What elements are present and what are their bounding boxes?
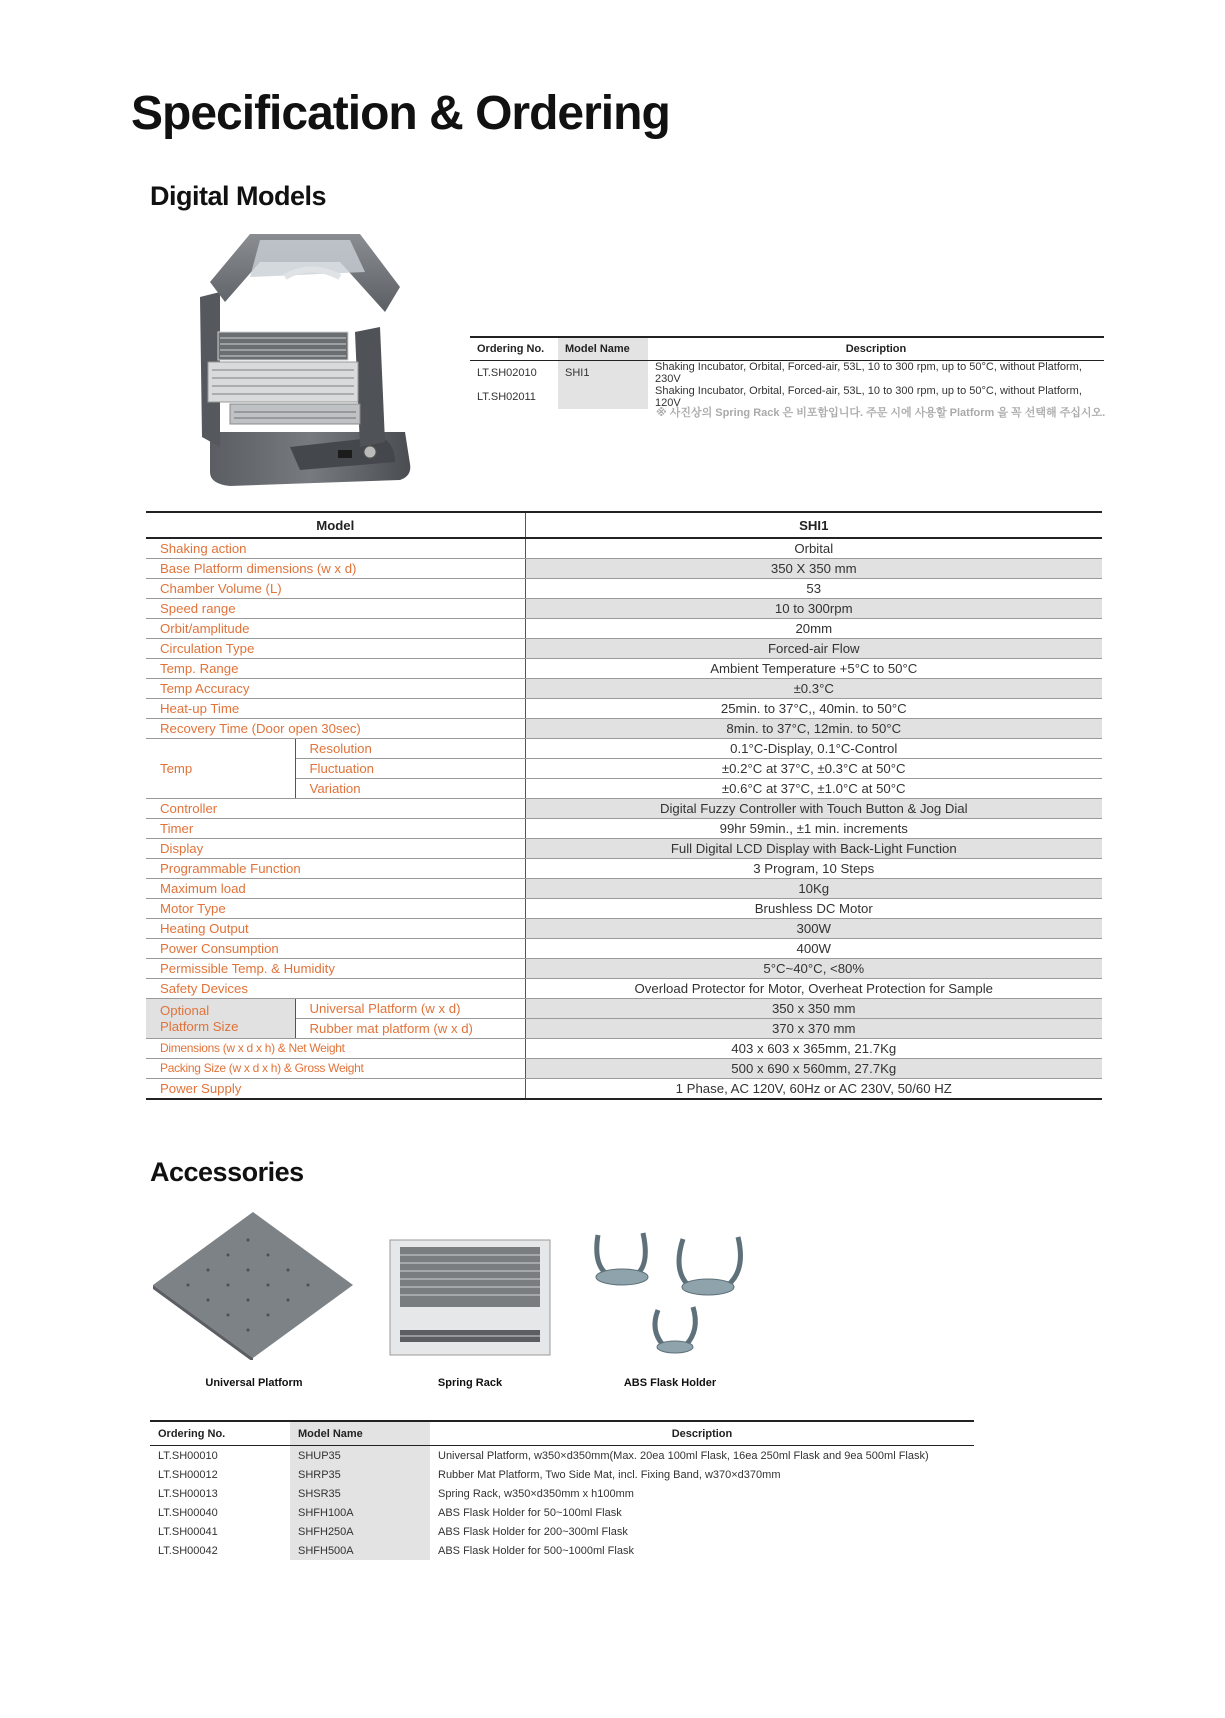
spec-row bbox=[146, 999, 1102, 1019]
spec-row bbox=[146, 799, 1102, 819]
spec-value: 500 x 690 x 560mm, 27.7Kg bbox=[525, 1059, 1102, 1079]
ordering-no: LT.SH02011 bbox=[477, 391, 536, 403]
spec-label: Maximum load bbox=[146, 879, 525, 899]
ordering-note: ※ 사진상의 Spring Rack 은 비포함입니다. 주문 시에 사용할 Platform 을 꼭 선택해 주십시오. bbox=[656, 407, 1106, 419]
spec-row bbox=[146, 679, 1102, 699]
model-name: SHFH250A bbox=[290, 1522, 430, 1541]
spec-sub-label: Universal Platform (w x d) bbox=[295, 999, 525, 1019]
spec-value: 403 x 603 x 365mm, 21.7Kg bbox=[525, 1039, 1102, 1059]
table-row bbox=[150, 1522, 974, 1541]
spec-value: ±0.6°C at 37°C, ±1.0°C at 50°C bbox=[525, 779, 1102, 799]
spec-row bbox=[146, 899, 1102, 919]
description: Rubber Mat Platform, Two Side Mat, incl. Fixing Band, w370×d370mm bbox=[438, 1468, 781, 1481]
col-description: Description bbox=[648, 337, 1104, 361]
description: ABS Flask Holder for 200~300ml Flask bbox=[438, 1525, 628, 1538]
table-row bbox=[150, 1484, 974, 1503]
spec-value: 300W bbox=[525, 919, 1102, 939]
spec-row bbox=[146, 939, 1102, 959]
ordering-no: LT.SH00041 bbox=[158, 1525, 218, 1538]
spec-value: 53 bbox=[525, 579, 1102, 599]
model-name: SHSR35 bbox=[290, 1484, 430, 1503]
spec-value: Overload Protector for Motor, Overheat Protection for Sample bbox=[525, 979, 1102, 999]
spec-row bbox=[146, 919, 1102, 939]
model-name: SHRP35 bbox=[290, 1465, 430, 1484]
col-model-name: Model Name bbox=[290, 1421, 430, 1446]
spec-value: Brushless DC Motor bbox=[525, 899, 1102, 919]
ordering-no: LT.SH02010 bbox=[477, 367, 537, 379]
spec-sub-label: Resolution bbox=[295, 739, 525, 759]
spec-group-label-temp: Temp bbox=[146, 739, 295, 799]
spec-label: Timer bbox=[146, 819, 525, 839]
spec-value: 10 to 300rpm bbox=[525, 599, 1102, 619]
spec-row bbox=[146, 739, 1102, 759]
spec-label: Dimensions (w x d x h) & Net Weight bbox=[146, 1039, 525, 1059]
spec-value: 99hr 59min., ±1 min. increments bbox=[525, 819, 1102, 839]
spec-label: Chamber Volume (L) bbox=[146, 579, 525, 599]
spec-value: ±0.2°C at 37°C, ±0.3°C at 50°C bbox=[525, 759, 1102, 779]
spec-label: Recovery Time (Door open 30sec) bbox=[146, 719, 525, 739]
col-model-name: Model Name bbox=[558, 337, 648, 361]
spec-header-value: SHI1 bbox=[525, 512, 1102, 538]
description: Shaking Incubator, Orbital, Forced-air, 53L, 10 to 300 rpm, up to 50°C, without Platform, 230V bbox=[655, 361, 1082, 385]
spec-label: Orbit/amplitude bbox=[146, 619, 525, 639]
spec-row bbox=[146, 619, 1102, 639]
spec-row bbox=[146, 699, 1102, 719]
spec-sub-label: Fluctuation bbox=[295, 759, 525, 779]
spec-row bbox=[146, 559, 1102, 579]
caption-universal-platform: Universal Platform bbox=[205, 1377, 303, 1389]
spec-label: Heat-up Time bbox=[146, 699, 525, 719]
model-name bbox=[558, 385, 648, 409]
table-row bbox=[470, 361, 1104, 386]
spec-label: Base Platform dimensions (w x d) bbox=[146, 559, 525, 579]
spec-row bbox=[146, 538, 1102, 559]
spec-row bbox=[146, 839, 1102, 859]
spec-value: 0.1°C-Display, 0.1°C-Control bbox=[525, 739, 1102, 759]
ordering-no: LT.SH00042 bbox=[158, 1544, 218, 1557]
spec-value: Ambient Temperature +5°C to 50°C bbox=[525, 659, 1102, 679]
spec-row bbox=[146, 599, 1102, 619]
spec-label: Temp Accuracy bbox=[146, 679, 525, 699]
spec-sub-label: Rubber mat platform (w x d) bbox=[295, 1019, 525, 1039]
spec-value: 1 Phase, AC 120V, 60Hz or AC 230V, 50/60 HZ bbox=[525, 1079, 1102, 1100]
spec-label: Safety Devices bbox=[146, 979, 525, 999]
accessories-heading: Accessories bbox=[150, 1157, 304, 1187]
spec-value: ±0.3°C bbox=[525, 679, 1102, 699]
spec-value: 20mm bbox=[525, 619, 1102, 639]
ordering-no: LT.SH00012 bbox=[158, 1468, 218, 1481]
spec-value: Full Digital LCD Display with Back-Light Function bbox=[525, 839, 1102, 859]
spec-value: 25min. to 37°C,, 40min. to 50°C bbox=[525, 699, 1102, 719]
spec-label: Circulation Type bbox=[146, 639, 525, 659]
page-title: Specification & Ordering bbox=[131, 87, 670, 140]
spec-label: Heating Output bbox=[146, 919, 525, 939]
spec-sub-label: Variation bbox=[295, 779, 525, 799]
abs-flask-holder-image bbox=[588, 1225, 753, 1360]
col-ordering-no: Ordering No. bbox=[150, 1421, 290, 1446]
digital-models-heading: Digital Models bbox=[150, 181, 327, 211]
spec-value: 8min. to 37°C, 12min. to 50°C bbox=[525, 719, 1102, 739]
col-ordering-no: Ordering No. bbox=[470, 337, 558, 361]
spec-label: Packing Size (w x d x h) & Gross Weight bbox=[146, 1059, 525, 1079]
ordering-table bbox=[470, 336, 1104, 409]
ordering-no: LT.SH00010 bbox=[158, 1449, 218, 1462]
col-description: Description bbox=[430, 1421, 974, 1446]
spec-table bbox=[146, 511, 1102, 1100]
model-name: SHFH500A bbox=[290, 1541, 430, 1560]
caption-spring-rack: Spring Rack bbox=[437, 1377, 503, 1389]
spec-row bbox=[146, 819, 1102, 839]
spec-row bbox=[146, 879, 1102, 899]
description: Universal Platform, w350×d350mm(Max. 20ea 100ml Flask, 16ea 250ml Flask and 9ea 500ml Flask) bbox=[438, 1449, 929, 1462]
spec-label: Power Supply bbox=[146, 1079, 525, 1100]
model-name: SHUP35 bbox=[290, 1446, 430, 1466]
model-name: SHFH100A bbox=[290, 1503, 430, 1522]
spec-value: 400W bbox=[525, 939, 1102, 959]
spec-value: 5°C~40°C, <80% bbox=[525, 959, 1102, 979]
spec-value: 10Kg bbox=[525, 879, 1102, 899]
spec-label: Temp. Range bbox=[146, 659, 525, 679]
ordering-no: LT.SH00040 bbox=[158, 1506, 218, 1519]
description: ABS Flask Holder for 500~1000ml Flask bbox=[438, 1544, 634, 1557]
table-row bbox=[150, 1446, 974, 1466]
model-name: SHI1 bbox=[558, 361, 648, 386]
spec-row bbox=[146, 1079, 1102, 1100]
description: Shaking Incubator, Orbital, Forced-air, 53L, 10 to 300 rpm, up to 50°C, without Platform, 120V bbox=[655, 385, 1082, 409]
spec-value: 370 x 370 mm bbox=[525, 1019, 1102, 1039]
description: Spring Rack, w350×d350mm x h100mm bbox=[438, 1487, 634, 1500]
spec-label: Programmable Function bbox=[146, 859, 525, 879]
optional-label-line2: Platform Size bbox=[160, 1018, 239, 1034]
universal-platform-image bbox=[148, 1210, 358, 1360]
spec-value: 3 Program, 10 Steps bbox=[525, 859, 1102, 879]
table-row bbox=[150, 1503, 974, 1522]
optional-label-line1: Optional bbox=[160, 1002, 210, 1018]
spec-group-label-optional bbox=[146, 999, 295, 1039]
spec-label: Permissible Temp. & Humidity bbox=[146, 959, 525, 979]
ordering-no: LT.SH00013 bbox=[158, 1487, 218, 1500]
table-row bbox=[150, 1541, 974, 1560]
accessories-table bbox=[150, 1420, 974, 1560]
spec-value: 350 x 350 mm bbox=[525, 999, 1102, 1019]
table-row bbox=[150, 1465, 974, 1484]
spec-row bbox=[146, 1039, 1102, 1059]
caption-abs-flask-holder: ABS Flask Holder bbox=[623, 1377, 717, 1389]
spec-row bbox=[146, 979, 1102, 999]
spec-row bbox=[146, 579, 1102, 599]
spec-row bbox=[146, 1059, 1102, 1079]
spec-row bbox=[146, 859, 1102, 879]
spec-row bbox=[146, 659, 1102, 679]
spec-value: 350 X 350 mm bbox=[525, 559, 1102, 579]
spec-label: Controller bbox=[146, 799, 525, 819]
spec-label: Speed range bbox=[146, 599, 525, 619]
spec-label: Motor Type bbox=[146, 899, 525, 919]
spec-label: Power Consumption bbox=[146, 939, 525, 959]
spec-value: Forced-air Flow bbox=[525, 639, 1102, 659]
description: ABS Flask Holder for 50~100ml Flask bbox=[438, 1506, 622, 1519]
spec-row bbox=[146, 639, 1102, 659]
spring-rack-image bbox=[385, 1235, 555, 1360]
spec-header-model: Model bbox=[146, 512, 525, 538]
spec-row bbox=[146, 959, 1102, 979]
spec-value: Digital Fuzzy Controller with Touch Button & Jog Dial bbox=[525, 799, 1102, 819]
spec-label: Shaking action bbox=[146, 538, 525, 559]
spec-value: Orbital bbox=[525, 538, 1102, 559]
spec-row bbox=[146, 719, 1102, 739]
shaking-incubator-image bbox=[190, 232, 430, 494]
spec-label: Display bbox=[146, 839, 525, 859]
